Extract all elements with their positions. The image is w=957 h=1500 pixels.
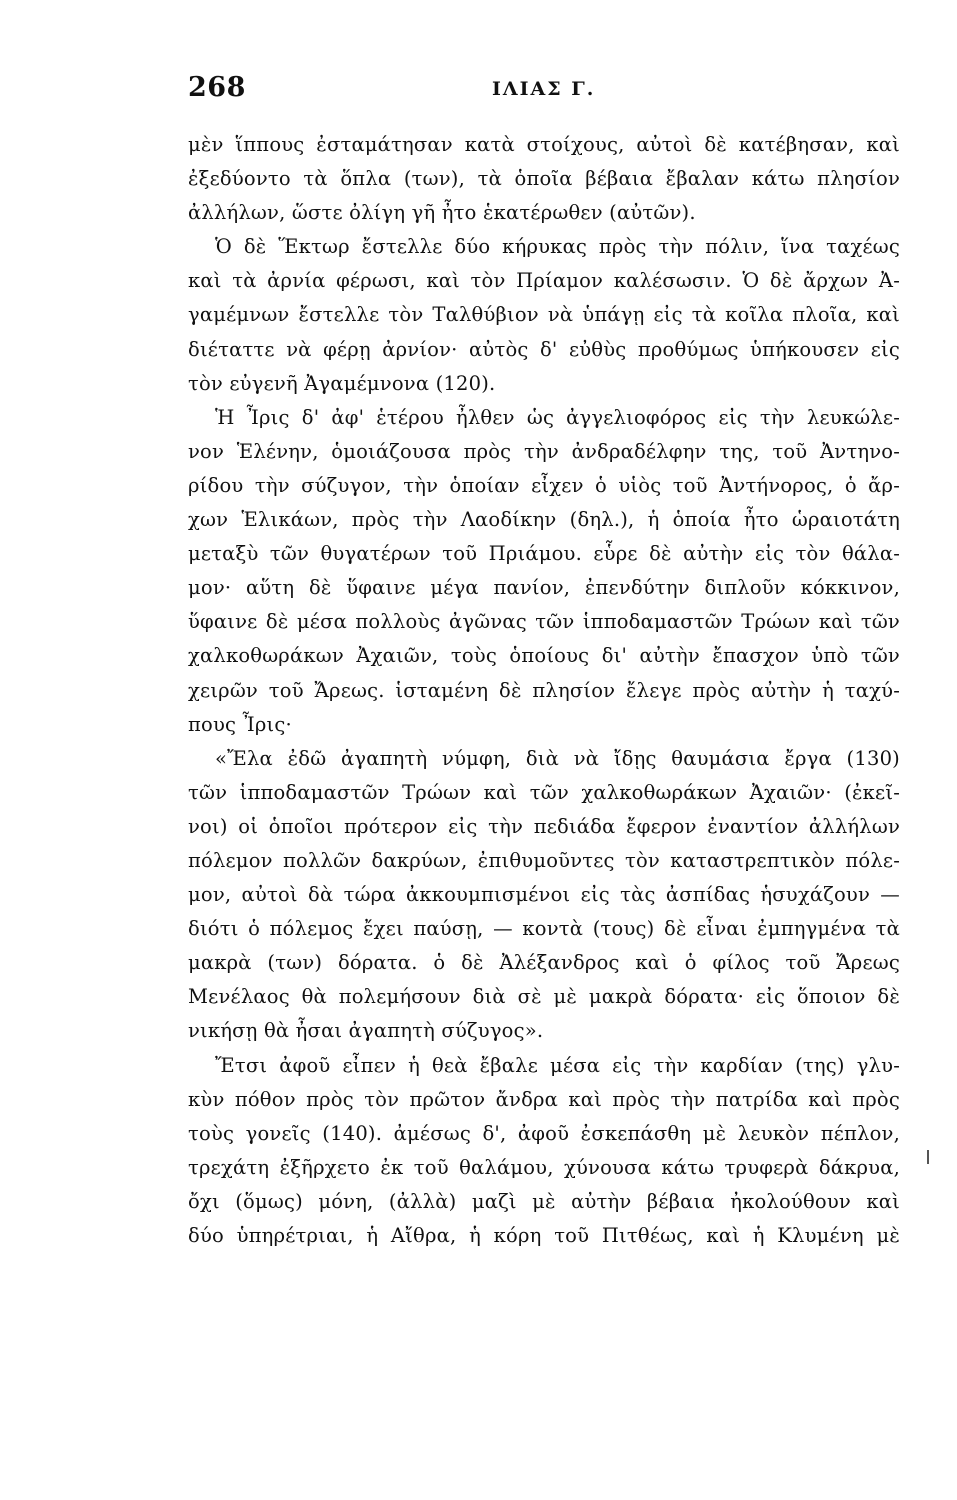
text-line: χαλκοθωράκων Ἀχαιῶν, τοὺς ὁποίους δι' αὐτὴν ἔπασχον ὑπὸ τῶν	[188, 644, 900, 668]
text-line: Μενέλαος θὰ πολεμήσουν διὰ σὲ μὲ μακρὰ δόρατα· εἰς ὅποιον δὲ	[188, 985, 900, 1009]
text-line: διότι ὁ πόλεμος ἔχει παύσῃ, — κοντὰ (τους) δὲ εἶναι ἐμπηγμένα τὰ	[188, 917, 900, 941]
text-line: μὲν ἵππους ἐσταμάτησαν κατὰ στοίχους, αὐτοὶ δὲ κατέβησαν, καὶ	[188, 133, 900, 156]
text-line: νον Ἑλένην, ὁμοιάζουσα πρὸς τὴν ἀνδραδέλφην της, τοῦ Ἀντηνο-	[188, 439, 900, 463]
text-line: ἀλλήλων, ὥστε ὀλίγη γῆ ἦτο ἑκατέρωθεν (αὐτῶν).	[188, 201, 696, 225]
text-line: δύο ὑπηρέτριαι, ἡ Αἴθρα, ἡ κόρη τοῦ Πιτθέως, καὶ ἡ Κλυμένη μὲ	[188, 1224, 900, 1247]
text-line: ὄχι (ὅμως) μόνη, (ἀλλὰ) μαζὶ μὲ αὐτὴν βέβαια ἠκολούθουν καὶ	[188, 1189, 900, 1213]
text-line: Ἡ Ἶρις δ' ἀφ' ἑτέρου ἦλθεν ὡς ἀγγελιοφόρος εἰς τὴν λευκώλε-	[215, 405, 900, 429]
text-line: μον· αὕτη δὲ ὕφαινε μέγα πανίον, ἐπενδύτην διπλοῦν κόκκινον,	[188, 576, 900, 600]
text-line: μεταξὺ τῶν θυγατέρων τοῦ Πριάμου. εὗρε δὲ αὐτὴν εἰς τὸν θάλα-	[188, 542, 900, 566]
text-line: κὺν πόθον πρὸς τὸν πρῶτον ἄνδρα καὶ πρὸς τὴν πατρίδα καὶ πρὸς	[188, 1087, 900, 1111]
text-line: νοι) οἱ ὁποῖοι πρότερον εἰς τὴν πεδιάδα ἔφερον ἐναντίον ἀλλήλων	[188, 814, 900, 838]
text-line: γαμέμνων ἔστελλε τὸν Ταλθύβιον νὰ ὑπάγῃ εἰς τὰ κοῖλα πλοῖα, καὶ	[188, 303, 900, 327]
text-line: ὕφαινε δὲ μέσα πολλοὺς ἀγῶνας τῶν ἱπποδαμαστῶν Τρώων καὶ τῶν	[188, 610, 900, 634]
text-line: Ἔτσι ἀφοῦ εἶπεν ἡ θεὰ ἔβαλε μέσα εἰς τὴν καρδίαν (της) γλυ-	[215, 1053, 900, 1077]
text-line: διέταττε νὰ φέρῃ ἀρνίον· αὐτὸς δ' εὐθὺς προθύμως ὑπήκουσεν εἰς	[188, 337, 900, 361]
text-line: πόλεμον πολλῶν δακρύων, ἐπιθυμοῦντες τὸν καταστρεπτικὸν πόλε-	[188, 848, 900, 872]
text-line: τοὺς γονεῖς (140). ἀμέσως δ', ἀφοῦ ἐσκεπάσθη μὲ λευκὸν πέπλον,	[188, 1121, 900, 1145]
text-line: ρίδου τὴν σύζυγον, τὴν ὁποίαν εἶχεν ὁ υἱὸς τοῦ Ἀντήνορος, ὁ ἄρ-	[188, 473, 900, 497]
text-line: χων Ἑλικάων, πρὸς τὴν Λαοδίκην (δηλ.), ἡ ὁποία ἦτο ὡραιοτάτη	[188, 508, 900, 532]
text-line: τρεχάτη ἐξῆρχετο ἐκ τοῦ θαλάμου, χύνουσα κάτω τρυφερὰ δάκρυα,	[188, 1155, 900, 1179]
text-line: νικήσῃ θὰ ἦσαι ἀγαπητὴ σύζυγος».	[188, 1019, 544, 1043]
text-line: πους Ἶρις·	[188, 712, 292, 736]
text-line: καὶ τὰ ἀρνία φέρωσι, καὶ τὸν Πρίαμον καλέσωσιν. Ὁ δὲ ἄρχων Ἀ-	[188, 269, 900, 293]
body-text	[188, 128, 900, 1253]
margin-mark	[927, 1150, 929, 1164]
text-line: ἐξεδύοντο τὰ ὅπλα (των), τὰ ὁποῖα βέβαια ἔβαλαν κάτω πλησίον	[188, 167, 900, 191]
running-head: ΙΛΙΑΣ Γ.	[492, 78, 596, 100]
page-number: 268	[188, 72, 246, 103]
text-line: Ὁ δὲ Ἕκτωρ ἔστελλε δύο κήρυκας πρὸς τὴν πόλιν, ἵνα ταχέως	[215, 235, 900, 259]
text-line: «Ἔλα ἐδῶ ἀγαπητὴ νύμφη, διὰ νὰ ἴδῃς θαυμάσια ἔργα (130)	[215, 746, 900, 770]
text-line: χειρῶν τοῦ Ἄρεως. ἱσταμένη δὲ πλησίον ἔλεγε πρὸς αὐτὴν ἡ ταχύ-	[188, 678, 900, 702]
text-line: μον, αὐτοὶ δὰ τώρα ἀκκουμπισμένοι εἰς τὰς ἀσπίδας ἡσυχάζουν —	[188, 883, 900, 907]
page-header	[188, 72, 900, 112]
text-line: μακρὰ (των) δόρατα. ὁ δὲ Ἀλέξανδρος καὶ ὁ φίλος τοῦ Ἄρεως	[188, 951, 900, 975]
text-line: τὸν εὐγενῆ Ἀγαμέμνονα (120).	[188, 371, 496, 395]
text-line: τῶν ἱπποδαμαστῶν Τρώων καὶ τῶν χαλκοθωράκων Ἀχαιῶν· (ἐκεῖ-	[188, 780, 900, 804]
